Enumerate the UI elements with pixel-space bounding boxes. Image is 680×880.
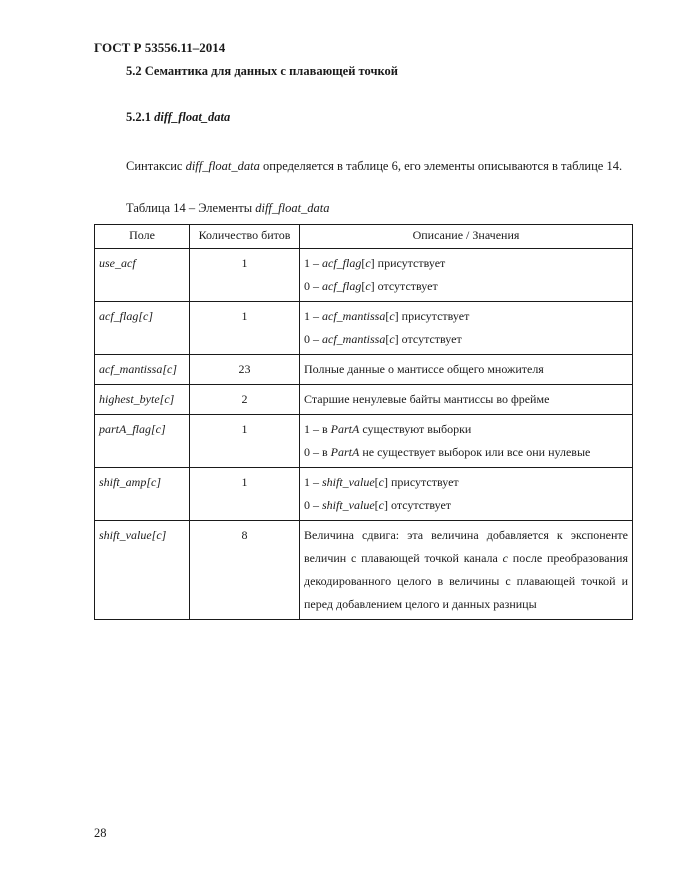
desc-line xyxy=(304,305,628,328)
desc-text: 0 – xyxy=(304,279,322,293)
desc-term: c xyxy=(365,279,371,293)
section-title: 5.2 Семантика для данных с плавающей точкой xyxy=(126,64,398,78)
cell-field: shift_amp[c] xyxy=(95,468,190,521)
desc-line xyxy=(304,494,628,517)
subsection-title xyxy=(126,110,230,125)
header-description: Описание / Значения xyxy=(300,225,633,249)
desc-text: ] отсутствует xyxy=(384,498,452,512)
cell-bits: 1 xyxy=(190,249,300,302)
desc-term: acf_mantissa xyxy=(322,332,386,346)
desc-text: после преобразования декодированного целого в величины с плавающей точкой и перед добавлением целого и данных разницы xyxy=(304,551,628,611)
desc-text: 0 – xyxy=(304,498,322,512)
header-bits: Количество битов xyxy=(190,225,300,249)
desc-text: ] присутствует xyxy=(370,256,446,270)
cell-field: highest_byte[c] xyxy=(95,385,190,415)
table-row xyxy=(95,385,633,415)
desc-term: PartA xyxy=(330,445,360,459)
desc-text: 1 – в xyxy=(304,422,331,436)
paragraph-text: Синтаксис xyxy=(126,159,186,173)
desc-text: [ xyxy=(385,309,390,323)
table-row xyxy=(95,521,633,620)
cell-field: shift_value[c] xyxy=(95,521,190,620)
desc-term: acf_mantissa xyxy=(322,309,386,323)
cell-bits: 23 xyxy=(190,355,300,385)
desc-text: [ xyxy=(361,256,366,270)
desc-text: 1 – xyxy=(304,475,322,489)
cell-field: acf_flag[c] xyxy=(95,302,190,355)
elements-table xyxy=(94,224,633,620)
desc-term: c xyxy=(389,309,395,323)
table-row xyxy=(95,249,633,302)
table-row xyxy=(95,468,633,521)
paragraph-text: определяется в таблице 6, его элементы описываются в таблице 14. xyxy=(259,159,623,173)
desc-term: PartA xyxy=(330,422,360,436)
desc-term: c xyxy=(502,551,508,565)
desc-line xyxy=(304,275,628,298)
desc-term: c xyxy=(378,498,384,512)
document-header: ГОСТ Р 53556.11–2014 xyxy=(94,40,226,55)
desc-text: Величина сдвига: эта величина добавляется к экспоненте величин с плавающей точкой канала xyxy=(304,528,628,565)
subsection-number: 5.2.1 xyxy=(126,110,155,124)
desc-text: 1 – xyxy=(304,256,322,270)
cell-field: partA_flag[c] xyxy=(95,415,190,468)
cell-bits: 1 xyxy=(190,415,300,468)
desc-text: 0 – xyxy=(304,332,322,346)
cell-description xyxy=(300,468,633,521)
paragraph-term: diff_float_data xyxy=(185,159,260,173)
desc-term: c xyxy=(365,256,371,270)
cell-description: Старшие ненулевые байты мантиссы во фрейме xyxy=(300,385,633,415)
desc-text: существуют выборки xyxy=(359,422,472,436)
cell-description xyxy=(300,249,633,302)
desc-text: 0 – в xyxy=(304,445,331,459)
desc-text: [ xyxy=(385,332,390,346)
desc-line xyxy=(304,418,628,441)
cell-description: Полные данные о мантиссе общего множителя xyxy=(300,355,633,385)
syntax-paragraph xyxy=(94,154,632,178)
caption-prefix: Таблица 14 – Элементы xyxy=(126,201,256,215)
table-row xyxy=(95,302,633,355)
desc-line xyxy=(304,471,628,494)
desc-text: [ xyxy=(361,279,366,293)
cell-description xyxy=(300,521,633,620)
desc-text: ] отсутствует xyxy=(394,332,462,346)
header-field: Поле xyxy=(95,225,190,249)
desc-text: [ xyxy=(374,498,379,512)
caption-name: diff_float_data xyxy=(255,201,330,215)
desc-text: [ xyxy=(374,475,379,489)
desc-term: shift_value xyxy=(322,475,375,489)
cell-bits: 1 xyxy=(190,302,300,355)
desc-term: acf_flag xyxy=(322,256,362,270)
cell-bits: 8 xyxy=(190,521,300,620)
table-row xyxy=(95,355,633,385)
desc-text: ] присутствует xyxy=(394,309,470,323)
desc-term: c xyxy=(378,475,384,489)
desc-text: ] отсутствует xyxy=(370,279,438,293)
page-number: 28 xyxy=(94,826,107,840)
desc-text: ] присутствует xyxy=(384,475,459,489)
cell-field: use_acf xyxy=(95,249,190,302)
table-caption xyxy=(126,201,330,216)
desc-line xyxy=(304,441,628,464)
cell-bits: 2 xyxy=(190,385,300,415)
desc-term: c xyxy=(389,332,395,346)
desc-line xyxy=(304,252,628,275)
subsection-name: diff_float_data xyxy=(154,110,231,124)
desc-text: 1 – xyxy=(304,309,322,323)
desc-term: acf_flag xyxy=(322,279,362,293)
desc-text: не существует выборок или все они нулевые xyxy=(359,445,591,459)
table-header-row xyxy=(95,225,633,249)
table-row xyxy=(95,415,633,468)
cell-description xyxy=(300,415,633,468)
cell-description xyxy=(300,302,633,355)
cell-bits: 1 xyxy=(190,468,300,521)
desc-term: shift_value xyxy=(322,498,375,512)
desc-line xyxy=(304,328,628,351)
cell-field: acf_mantissa[c] xyxy=(95,355,190,385)
